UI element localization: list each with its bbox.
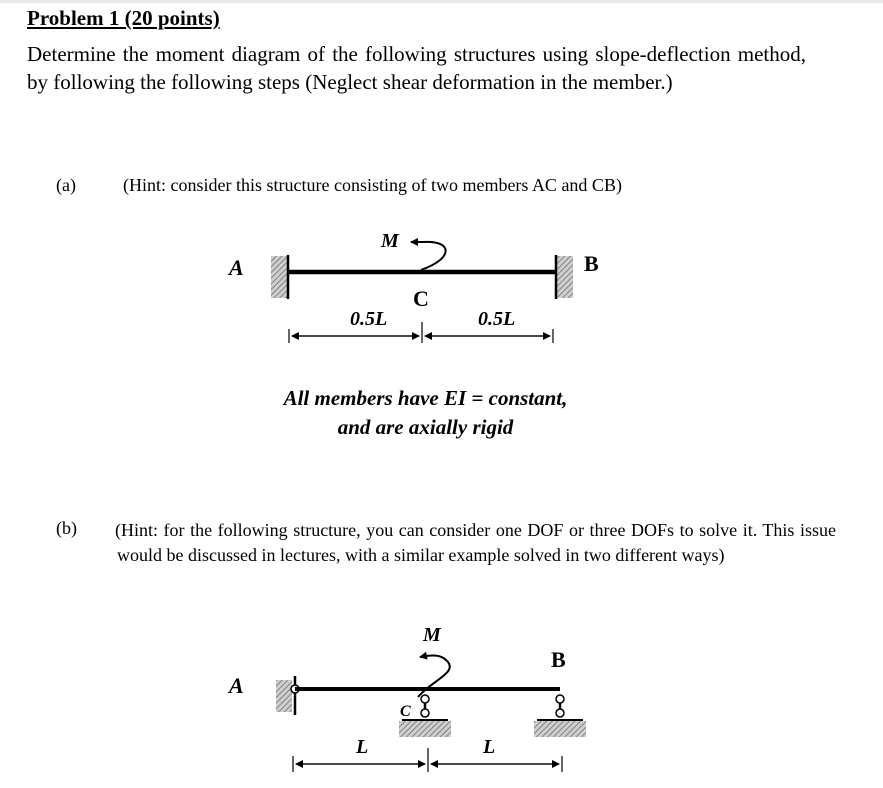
note-ei-constant: All members have EI = constant, [283,386,568,410]
support-a-label: A [229,255,244,280]
part-a-hint: (Hint: consider this structure consisting of two members AC and CB) [123,175,622,195]
dimension-lines-b [293,748,562,772]
fixed-support-b-icon [556,255,573,299]
joint-c-label: C [413,286,429,311]
support-b-label: B [584,251,599,276]
support-b-label-b: B [551,647,566,672]
moment-arrow-icon [411,242,446,270]
roller-support-b-icon [534,695,586,737]
part-b-hint-text: (Hint: for the following structure, you can consider one DOF or three DOFs to solve it. This issue would be discussed in lectures, with a similar example solved in two different ways) [115,520,836,565]
problem-intro: Determine the moment diagram of the following structures using slope-deflection method, by following the following steps (Neglect shear deformation in the member.) [27,42,806,94]
span-left-label-a: 0.5L [350,308,388,330]
moment-label-a: M [381,230,399,252]
figure-a [227,230,599,343]
note-axially-rigid: and are axially rigid [337,415,514,439]
joint-c-label-b: C [400,703,411,720]
span-right-label-b: L [483,736,496,758]
fixed-support-a-icon [271,255,288,299]
span-left-label-b: L [356,736,369,758]
span-right-label-a: 0.5L [478,308,516,330]
support-a-label-b: A [229,673,244,698]
fixed-support-a-icon [276,676,299,715]
part-b-label: (b) [56,518,77,538]
part-a-label: (a) [56,175,76,195]
figure-b [227,624,586,772]
problem-title: Problem 1 (20 points) [27,6,220,30]
moment-label-b: M [423,624,441,646]
